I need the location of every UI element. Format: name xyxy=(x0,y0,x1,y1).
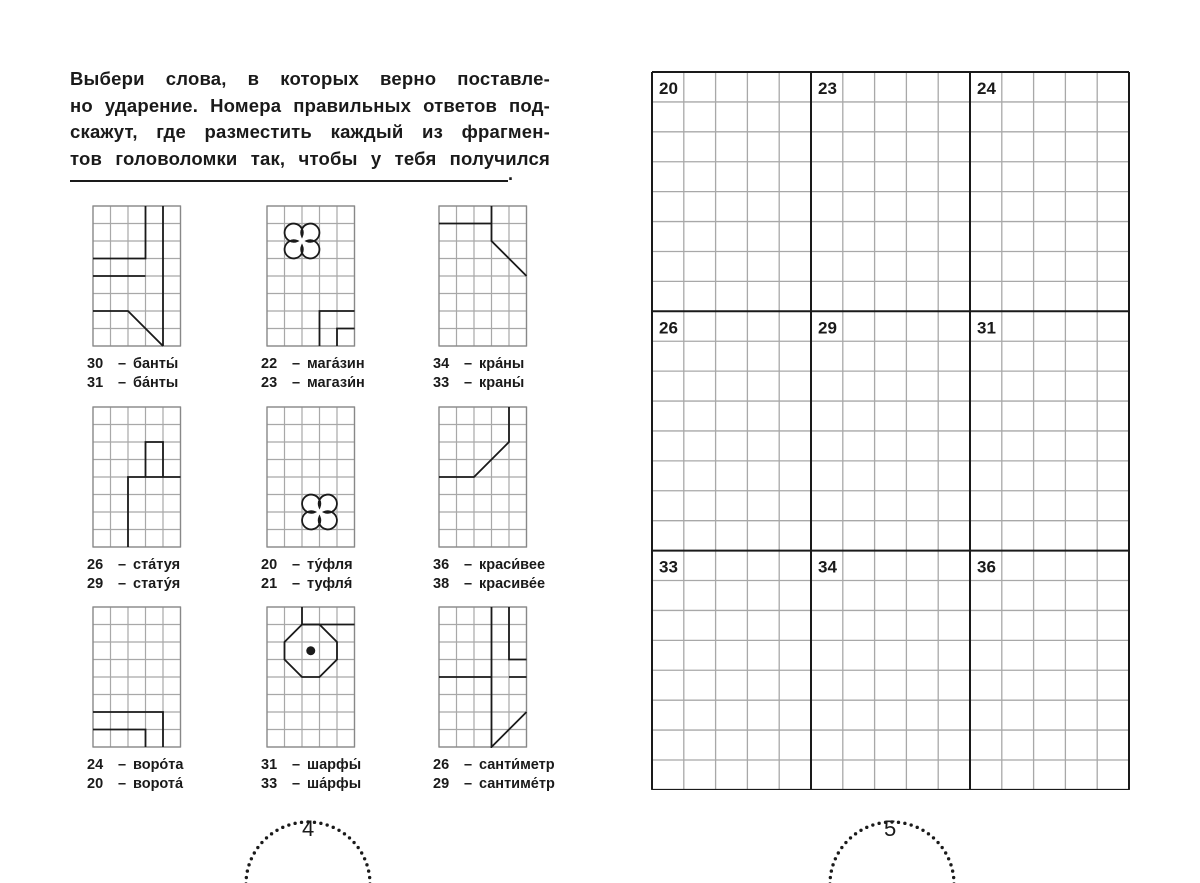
arc-dot xyxy=(916,826,919,829)
answer-option[interactable] xyxy=(433,556,568,575)
grid-block-20[interactable] xyxy=(659,79,678,98)
flower-shape xyxy=(302,495,337,530)
option-dash: – xyxy=(117,375,127,391)
arc-dot xyxy=(849,836,852,839)
fragment-caption xyxy=(261,756,396,794)
puzzle-fragment-shop[interactable] xyxy=(261,205,396,393)
answer-option[interactable] xyxy=(261,374,396,393)
answer-option[interactable] xyxy=(87,556,222,575)
option-dash: – xyxy=(291,576,301,592)
fragment-caption xyxy=(87,556,222,594)
arc-dot xyxy=(949,863,952,866)
option-word: магази́н xyxy=(307,375,365,391)
grid-block-23[interactable] xyxy=(818,79,837,98)
fragment-grid[interactable] xyxy=(438,406,528,548)
fragment-caption xyxy=(261,355,396,393)
block-number-label: 20 xyxy=(659,79,678,98)
arc-dot xyxy=(367,869,370,872)
arc-dot xyxy=(247,863,250,866)
option-dash: – xyxy=(117,576,127,592)
puzzle-fragment-shoe[interactable] xyxy=(261,406,396,594)
option-dash: – xyxy=(117,356,127,372)
answer-option[interactable] xyxy=(433,756,568,775)
arc-dot xyxy=(952,876,955,879)
arc-dot xyxy=(927,832,930,835)
option-word: ворота́ xyxy=(133,776,184,792)
option-word: ту́фля xyxy=(307,557,353,573)
option-dash: – xyxy=(291,557,301,573)
grid-block-26[interactable] xyxy=(659,318,678,337)
arc-dot xyxy=(246,869,249,872)
option-number: 30 xyxy=(87,356,104,372)
answer-period: . xyxy=(508,164,514,184)
answer-option[interactable] xyxy=(433,374,568,393)
option-dash: – xyxy=(463,375,473,391)
option-dash: – xyxy=(117,776,127,792)
fragment-grid[interactable] xyxy=(438,205,528,347)
arc-dot xyxy=(363,857,366,860)
arc-dot xyxy=(840,846,843,849)
option-word: краны́ xyxy=(479,375,525,391)
option-number: 38 xyxy=(433,576,450,592)
option-dash: – xyxy=(291,757,301,773)
arc-dot xyxy=(837,851,840,854)
grid-block-31[interactable] xyxy=(977,318,996,337)
flower-shape xyxy=(285,224,320,259)
arc-dot xyxy=(293,822,296,825)
option-dash: – xyxy=(291,375,301,391)
fragment-caption xyxy=(261,556,396,594)
option-word: мага́зин xyxy=(307,356,365,372)
option-number: 33 xyxy=(433,375,450,391)
answer-option[interactable] xyxy=(433,575,568,594)
option-number: 26 xyxy=(87,557,104,573)
puzzle-fragment-bows[interactable] xyxy=(87,205,222,393)
option-dash: – xyxy=(463,557,473,573)
arc-dot xyxy=(897,821,900,824)
option-dash: – xyxy=(291,356,301,372)
block-number-label: 33 xyxy=(659,557,678,577)
puzzle-assembly-grid[interactable] xyxy=(651,71,1130,790)
option-dash: – xyxy=(463,757,473,773)
option-word: красиве́е xyxy=(479,576,546,592)
arc-dot xyxy=(829,876,832,879)
option-number: 20 xyxy=(87,776,104,792)
option-number: 23 xyxy=(261,375,278,391)
option-word: краси́вее xyxy=(479,557,546,573)
option-word: воро́та xyxy=(133,757,184,773)
page-number-right: 5 xyxy=(884,816,897,841)
option-word: туфля́ xyxy=(307,576,353,592)
arc-dot xyxy=(854,832,857,835)
option-number: 33 xyxy=(261,776,278,792)
arc-dot xyxy=(348,836,351,839)
block-number-label: 24 xyxy=(977,79,996,98)
fragment-line xyxy=(93,730,146,748)
arc-dot xyxy=(287,823,290,826)
puzzle-fragment-prettier[interactable] xyxy=(433,406,568,594)
arc-dot xyxy=(260,841,263,844)
task-line: тов головоломки так, чтобы у тебя получился xyxy=(70,147,550,169)
option-word: ша́рфы xyxy=(307,776,362,792)
arc-dot xyxy=(337,829,340,832)
answer-option[interactable] xyxy=(87,575,222,594)
option-number: 31 xyxy=(261,757,278,773)
option-number: 29 xyxy=(433,776,450,792)
puzzle-fragment-statue[interactable] xyxy=(87,406,222,594)
option-word: банты́ xyxy=(133,356,179,372)
block-number-label: 34 xyxy=(818,557,837,577)
option-number: 36 xyxy=(433,557,450,573)
option-number: 22 xyxy=(261,356,278,372)
answer-option[interactable] xyxy=(261,355,396,374)
task-instructions xyxy=(70,66,550,172)
arc-dot xyxy=(944,851,947,854)
fragment-grid[interactable] xyxy=(92,606,182,748)
option-word: кра́ны xyxy=(479,356,525,372)
fragment-caption xyxy=(433,556,568,594)
arc-dot xyxy=(275,829,278,832)
block-number-label: 26 xyxy=(659,318,678,338)
option-dash: – xyxy=(463,576,473,592)
option-number: 24 xyxy=(87,757,104,773)
grid-block-33[interactable] xyxy=(659,558,678,577)
arc-dot xyxy=(903,822,906,825)
arc-dot xyxy=(871,823,874,826)
block-number-label: 23 xyxy=(818,79,837,98)
arc-dot xyxy=(921,829,924,832)
fragment-line xyxy=(302,607,355,625)
arc-dot xyxy=(830,869,833,872)
block-number-label: 31 xyxy=(977,318,996,338)
option-dash: – xyxy=(117,757,127,773)
arc-dot xyxy=(844,841,847,844)
arc-dot xyxy=(360,851,363,854)
fragment-line xyxy=(93,206,146,259)
arc-dot xyxy=(909,823,912,826)
arc-dot xyxy=(319,822,322,825)
fragment-caption xyxy=(433,355,568,393)
option-number: 34 xyxy=(433,356,450,372)
arc-dot xyxy=(256,846,259,849)
fragment-caption xyxy=(87,756,222,794)
arc-dot xyxy=(265,836,268,839)
fragment-grid[interactable] xyxy=(92,205,182,347)
fragment-grid[interactable] xyxy=(266,406,356,548)
option-word: санти́метр xyxy=(479,757,555,773)
fragment-grid[interactable] xyxy=(266,205,356,347)
arc-dot xyxy=(356,846,359,849)
answer-option[interactable] xyxy=(261,756,396,775)
answer-option[interactable] xyxy=(87,756,222,775)
arc-dot xyxy=(365,863,368,866)
fragment-grid[interactable] xyxy=(266,606,356,748)
fragment-caption xyxy=(433,756,568,794)
fragment-line xyxy=(337,329,355,347)
task-line: скажут, где разместить каждый из фрагмен- xyxy=(70,121,550,142)
arc-dot xyxy=(250,857,253,860)
puzzle-fragment-centimeter[interactable] xyxy=(433,606,568,794)
answer-option[interactable] xyxy=(261,556,396,575)
answer-option[interactable] xyxy=(433,355,568,374)
answer-option[interactable] xyxy=(261,775,396,794)
option-dash: – xyxy=(463,356,473,372)
arc-dot xyxy=(951,869,954,872)
option-dash: – xyxy=(117,557,127,573)
grid-block-24[interactable] xyxy=(977,79,996,98)
arc-dot xyxy=(253,851,256,854)
arc-dot xyxy=(368,876,371,879)
answer-option[interactable] xyxy=(87,355,222,374)
option-number: 21 xyxy=(261,576,278,592)
option-word: шарфы́ xyxy=(307,757,362,773)
grid-block-36[interactable] xyxy=(977,558,996,577)
fragment-grid[interactable] xyxy=(92,406,182,548)
fragment-caption xyxy=(87,355,222,393)
task-line: но ударение. Номера правильных ответов под- xyxy=(70,94,550,116)
option-word: сантиме́тр xyxy=(479,776,555,792)
answer-blank-line[interactable] xyxy=(70,180,508,182)
fragment-line xyxy=(509,607,527,660)
arc-dot xyxy=(932,836,935,839)
puzzle-fragment-taps[interactable] xyxy=(433,205,568,393)
arc-dot xyxy=(947,857,950,860)
page-number-left: 4 xyxy=(302,816,315,841)
task-line: Выбери слова, в которых верно поставле- xyxy=(70,68,550,89)
arc-dot xyxy=(834,857,837,860)
arc-dot xyxy=(270,832,273,835)
option-number: 31 xyxy=(87,375,104,391)
arc-dot xyxy=(940,846,943,849)
puzzle-fragment-gates[interactable] xyxy=(87,606,222,794)
option-dash: – xyxy=(463,776,473,792)
option-number: 20 xyxy=(261,557,278,573)
option-word: стату́я xyxy=(133,576,181,592)
answer-option[interactable] xyxy=(87,775,222,794)
fragment-grid[interactable] xyxy=(438,606,528,748)
option-number: 26 xyxy=(433,757,450,773)
arc-dot xyxy=(352,841,355,844)
grid-block-34[interactable] xyxy=(818,558,837,577)
arc-dot xyxy=(245,876,248,879)
arc-dot xyxy=(281,826,284,829)
arc-dot xyxy=(865,826,868,829)
arc-dot xyxy=(831,863,834,866)
puzzle-fragment-scarves[interactable] xyxy=(261,606,396,794)
arc-dot xyxy=(877,822,880,825)
dot-mark xyxy=(306,646,315,655)
block-number-label: 36 xyxy=(977,557,996,577)
answer-option[interactable] xyxy=(433,775,568,794)
block-number-label: 29 xyxy=(818,318,837,338)
arc-dot xyxy=(343,832,346,835)
arc-dot xyxy=(332,826,335,829)
arc-dot xyxy=(325,823,328,826)
arc-dot xyxy=(936,841,939,844)
arc-dot xyxy=(859,829,862,832)
answer-option[interactable] xyxy=(87,374,222,393)
option-dash: – xyxy=(291,776,301,792)
grid-block-29[interactable] xyxy=(818,318,837,337)
option-number: 29 xyxy=(87,576,104,592)
answer-option[interactable] xyxy=(261,575,396,594)
option-word: ста́туя xyxy=(133,557,181,573)
option-word: ба́нты xyxy=(133,375,179,391)
